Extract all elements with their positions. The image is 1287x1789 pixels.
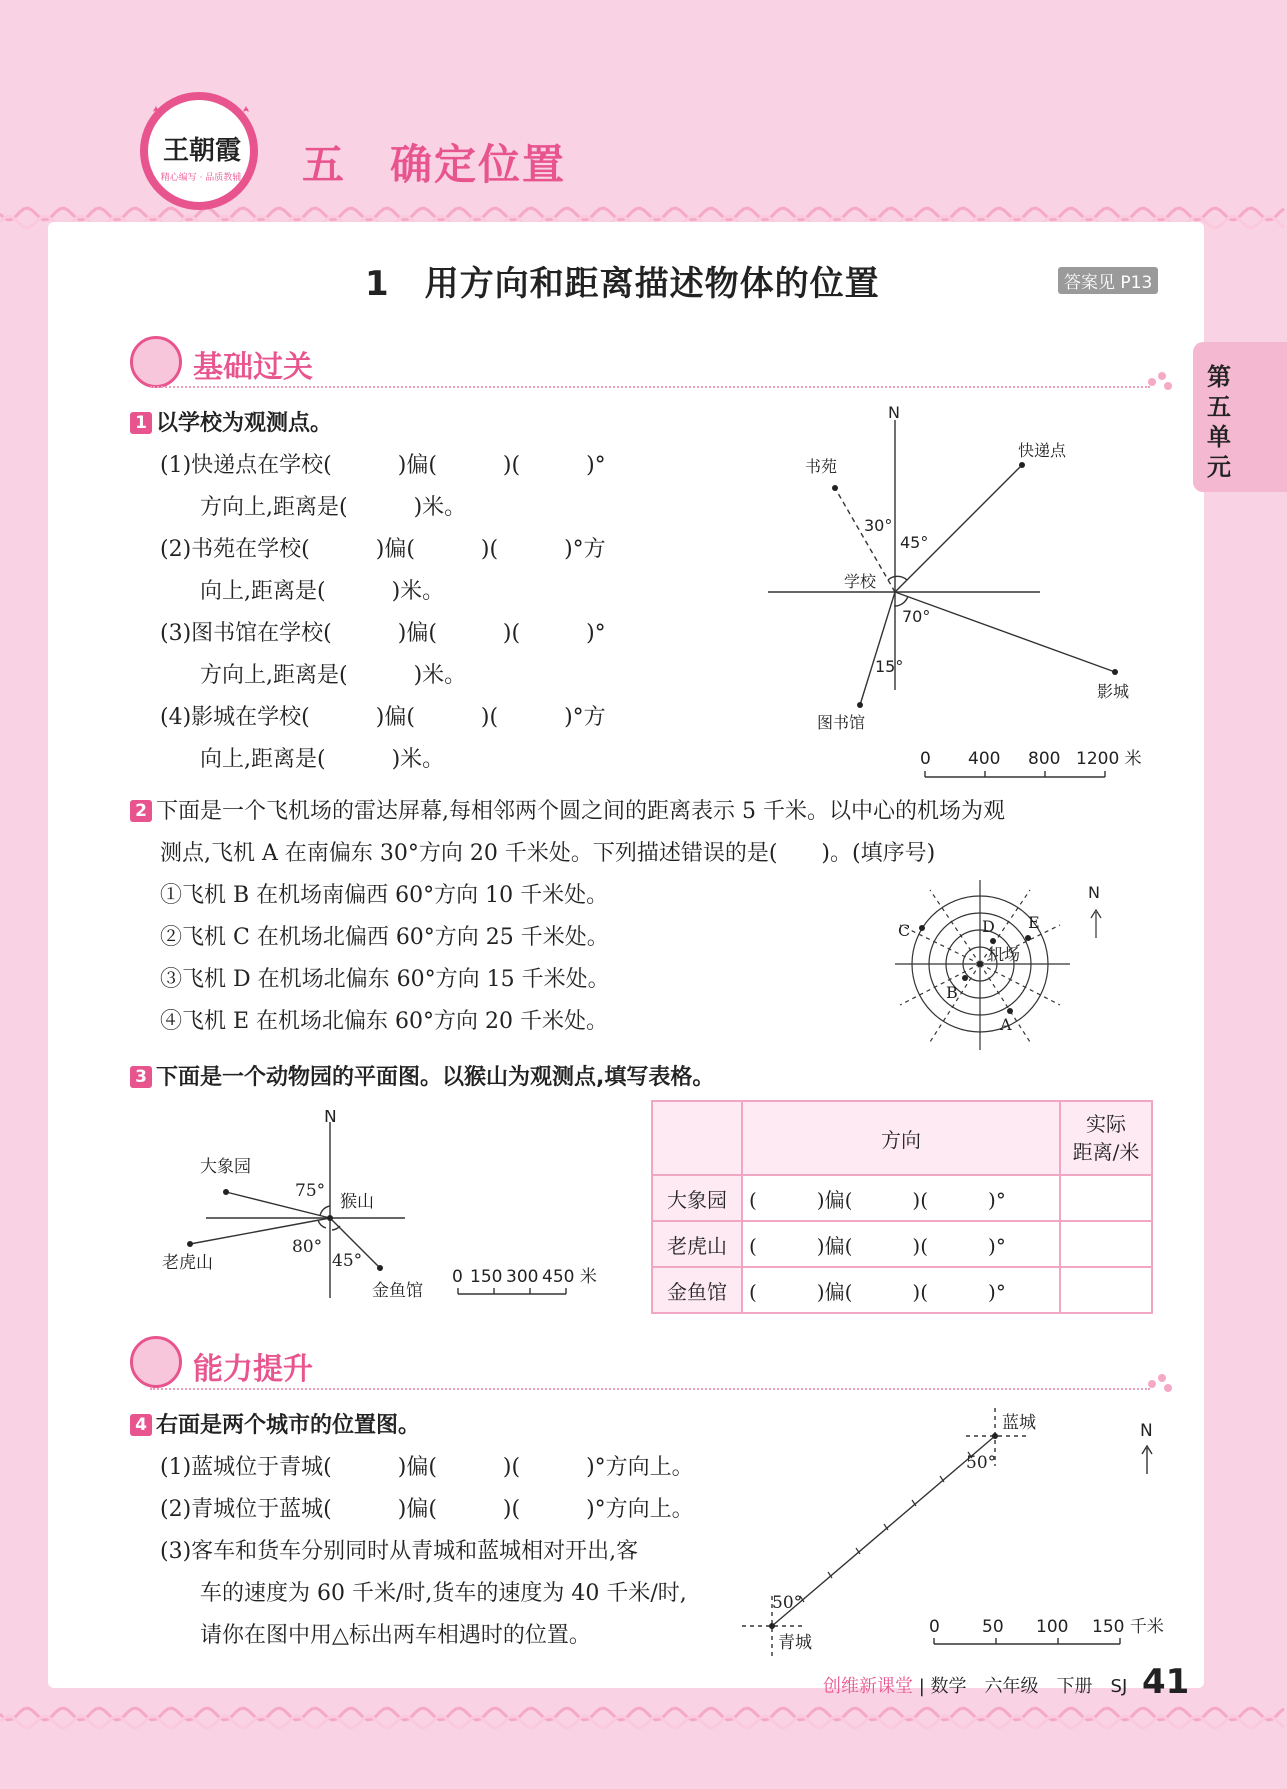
- section-divider: [150, 386, 1150, 388]
- q1-line: (4)影城在学校( )偏( )( )°方: [160, 705, 606, 730]
- map-angle-label: 15°: [875, 657, 904, 676]
- table-distance-blank[interactable]: [1060, 1267, 1152, 1313]
- q3-zoo-map: [150, 1110, 620, 1310]
- zoo-north-label: N: [324, 1110, 337, 1127]
- city-scale-label: 100: [1036, 1617, 1069, 1637]
- q1-line: (3)图书馆在学校( )偏( )( )°: [160, 621, 606, 646]
- map-place-label: 图书馆: [817, 713, 866, 732]
- zoo-angle-label: 45°: [332, 1251, 363, 1271]
- q4-number: 4: [130, 1414, 152, 1436]
- footer-info: | 数学 六年级 下册 SJ: [918, 1676, 1128, 1697]
- footer-brand: 创维新课堂: [823, 1676, 913, 1697]
- q3-answer-table: [651, 1100, 1153, 1314]
- city-label: 蓝城: [1002, 1413, 1036, 1433]
- decor-dots-icon: [1146, 1372, 1176, 1396]
- q1-line: (1)快递点在学校( )偏( )( )°: [160, 453, 606, 478]
- scale-label: 800: [1028, 749, 1061, 769]
- city-north-label: N: [1140, 1421, 1153, 1441]
- q3-stem: [130, 1060, 714, 1091]
- q1-line: 方向上,距离是( )米。: [200, 495, 467, 520]
- q1-direction-map: [760, 400, 1180, 780]
- city-angle-label: 50°: [772, 1593, 803, 1613]
- logo-stars-icon: [146, 88, 256, 118]
- q2-stem-text: 下面是一个飞机场的雷达屏幕,每相邻两个圆之间的距离表示 5 千米。以中心的机场为观: [156, 799, 1005, 824]
- section-title-basic: 基础过关: [193, 350, 313, 385]
- head-distance-line2: 距离/米: [1072, 1140, 1140, 1164]
- table-head-distance: [1060, 1101, 1152, 1175]
- q4-line: (3)客车和货车分别同时从青城和蓝城相对开出,客: [160, 1539, 639, 1564]
- city-label: 青城: [778, 1633, 812, 1653]
- q4-line: (1)蓝城位于青城( )偏( )( )°方向上。: [160, 1455, 694, 1480]
- q1-line: 方向上,距离是( )米。: [200, 663, 467, 688]
- section-divider: [150, 1388, 1150, 1390]
- unit-title: 五 确定位置: [302, 140, 567, 189]
- q1-line: 向上,距离是( )米。: [200, 747, 445, 772]
- logo-text: 王朝霞: [162, 136, 241, 166]
- table-row: [652, 1221, 1152, 1267]
- zoo-place-label: 大象园: [200, 1157, 251, 1177]
- q4-city-map: [730, 1400, 1180, 1660]
- q4-line: 车的速度为 60 千米/时,货车的速度为 40 千米/时,: [200, 1581, 687, 1606]
- radar-north-label: N: [1088, 883, 1100, 902]
- scale-label: 1200 米: [1076, 749, 1142, 769]
- table-row: [652, 1175, 1152, 1221]
- q2-option: ①飞机 B 在机场南偏西 60°方向 10 千米处。: [160, 883, 609, 908]
- table-distance-blank[interactable]: [1060, 1221, 1152, 1267]
- head-distance-line1: 实际: [1086, 1112, 1126, 1136]
- table-place: 老虎山: [652, 1221, 742, 1267]
- scale-label: 0: [920, 749, 931, 769]
- unit-side-tab: [1193, 342, 1287, 492]
- map-place-label: 快递点: [1018, 441, 1067, 460]
- q1-stem-text: 以学校为观测点。: [156, 411, 333, 436]
- q2-radar-screen: [880, 870, 1110, 1060]
- table-direction-blank[interactable]: ( )偏( )( )°: [742, 1175, 1060, 1221]
- map-angle-label: 45°: [900, 533, 929, 552]
- zoo-scale-label: 450 米: [542, 1267, 597, 1287]
- page-footer: [823, 1672, 1127, 1698]
- q3-number: 3: [130, 1066, 152, 1088]
- table-place: 大象园: [652, 1175, 742, 1221]
- lesson-title: 1 用方向和距离描述物体的位置: [365, 264, 880, 304]
- q2-number: 2: [130, 800, 152, 822]
- map-angle-label: 30°: [864, 516, 893, 535]
- q4-stem-text: 右面是两个城市的位置图。: [156, 1413, 421, 1438]
- map-place-label: 书苑: [805, 457, 838, 476]
- zoo-angle-label: 75°: [295, 1181, 326, 1201]
- zoo-scale-label: 150: [470, 1267, 503, 1287]
- radar-plane-label: E: [1028, 913, 1040, 932]
- city-scale-label: 0: [929, 1617, 940, 1637]
- q2-option: ④飞机 E 在机场北偏东 60°方向 20 千米处。: [160, 1009, 609, 1034]
- q1-line: 向上,距离是( )米。: [200, 579, 445, 604]
- q4-line: 请你在图中用△标出两车相遇时的位置。: [200, 1623, 591, 1648]
- q4-stem: [130, 1408, 420, 1439]
- decor-dots-icon: [1146, 370, 1176, 394]
- q1-stem: [130, 406, 332, 437]
- table-direction-blank[interactable]: ( )偏( )( )°: [742, 1267, 1060, 1313]
- zoo-angle-label: 80°: [292, 1237, 323, 1257]
- table-distance-blank[interactable]: [1060, 1175, 1152, 1221]
- logo-subtext: 精心编写 · 品质教辅: [160, 173, 242, 183]
- zoo-center-label: 猴山: [340, 1192, 374, 1212]
- map-center-label: 学校: [844, 572, 877, 591]
- map-angle-label: 70°: [902, 607, 931, 626]
- radar-plane-label: D: [982, 917, 995, 936]
- zoo-scale-label: 0: [452, 1267, 463, 1287]
- city-angle-label: 50°: [966, 1453, 997, 1473]
- city-scale-label: 50: [982, 1617, 1004, 1637]
- table-place: 金鱼馆: [652, 1267, 742, 1313]
- q2-stem-line-1: [130, 794, 1005, 825]
- cartoon-girl-icon: [130, 336, 182, 388]
- map-north-label: N: [888, 403, 900, 422]
- q3-stem-text: 下面是一个动物园的平面图。以猴山为观测点,填写表格。: [156, 1065, 715, 1090]
- zoo-place-label: 老虎山: [162, 1253, 213, 1273]
- map-place-label: 影城: [1097, 682, 1130, 701]
- q1-line: (2)书苑在学校( )偏( )( )°方: [160, 537, 606, 562]
- q2-stem-line-2: 测点,飞机 A 在南偏东 30°方向 20 千米处。下列描述错误的是( )。(填序号): [160, 841, 936, 866]
- radar-plane-label: C: [898, 921, 911, 940]
- zoo-scale-label: 300: [506, 1267, 539, 1287]
- answer-reference-badge: 答案见 P13: [1058, 267, 1158, 294]
- bottom-wave-border: [0, 1700, 1287, 1740]
- side-tab-label: 第五单元: [1207, 363, 1231, 481]
- q4-line: (2)青城位于蓝城( )偏( )( )°方向上。: [160, 1497, 694, 1522]
- q1-number: 1: [130, 412, 152, 434]
- table-corner: [652, 1101, 742, 1175]
- q2-option: ②飞机 C 在机场北偏西 60°方向 25 千米处。: [160, 925, 609, 950]
- cartoon-girl-icon: [130, 1336, 182, 1388]
- table-direction-blank[interactable]: ( )偏( )( )°: [742, 1221, 1060, 1267]
- radar-center-label: 机场: [988, 945, 1021, 964]
- radar-plane-label: B: [946, 983, 958, 1002]
- page-number: 41: [1142, 1662, 1190, 1702]
- table-row: [652, 1267, 1152, 1313]
- scale-label: 400: [968, 749, 1001, 769]
- zoo-place-label: 金鱼馆: [372, 1281, 423, 1301]
- radar-plane-label: A: [1000, 1015, 1012, 1034]
- section-title-advanced: 能力提升: [193, 1352, 313, 1387]
- table-head-direction: 方向: [742, 1101, 1060, 1175]
- q2-option: ③飞机 D 在机场北偏东 60°方向 15 千米处。: [160, 967, 610, 992]
- city-scale-label: 150 千米: [1092, 1617, 1164, 1637]
